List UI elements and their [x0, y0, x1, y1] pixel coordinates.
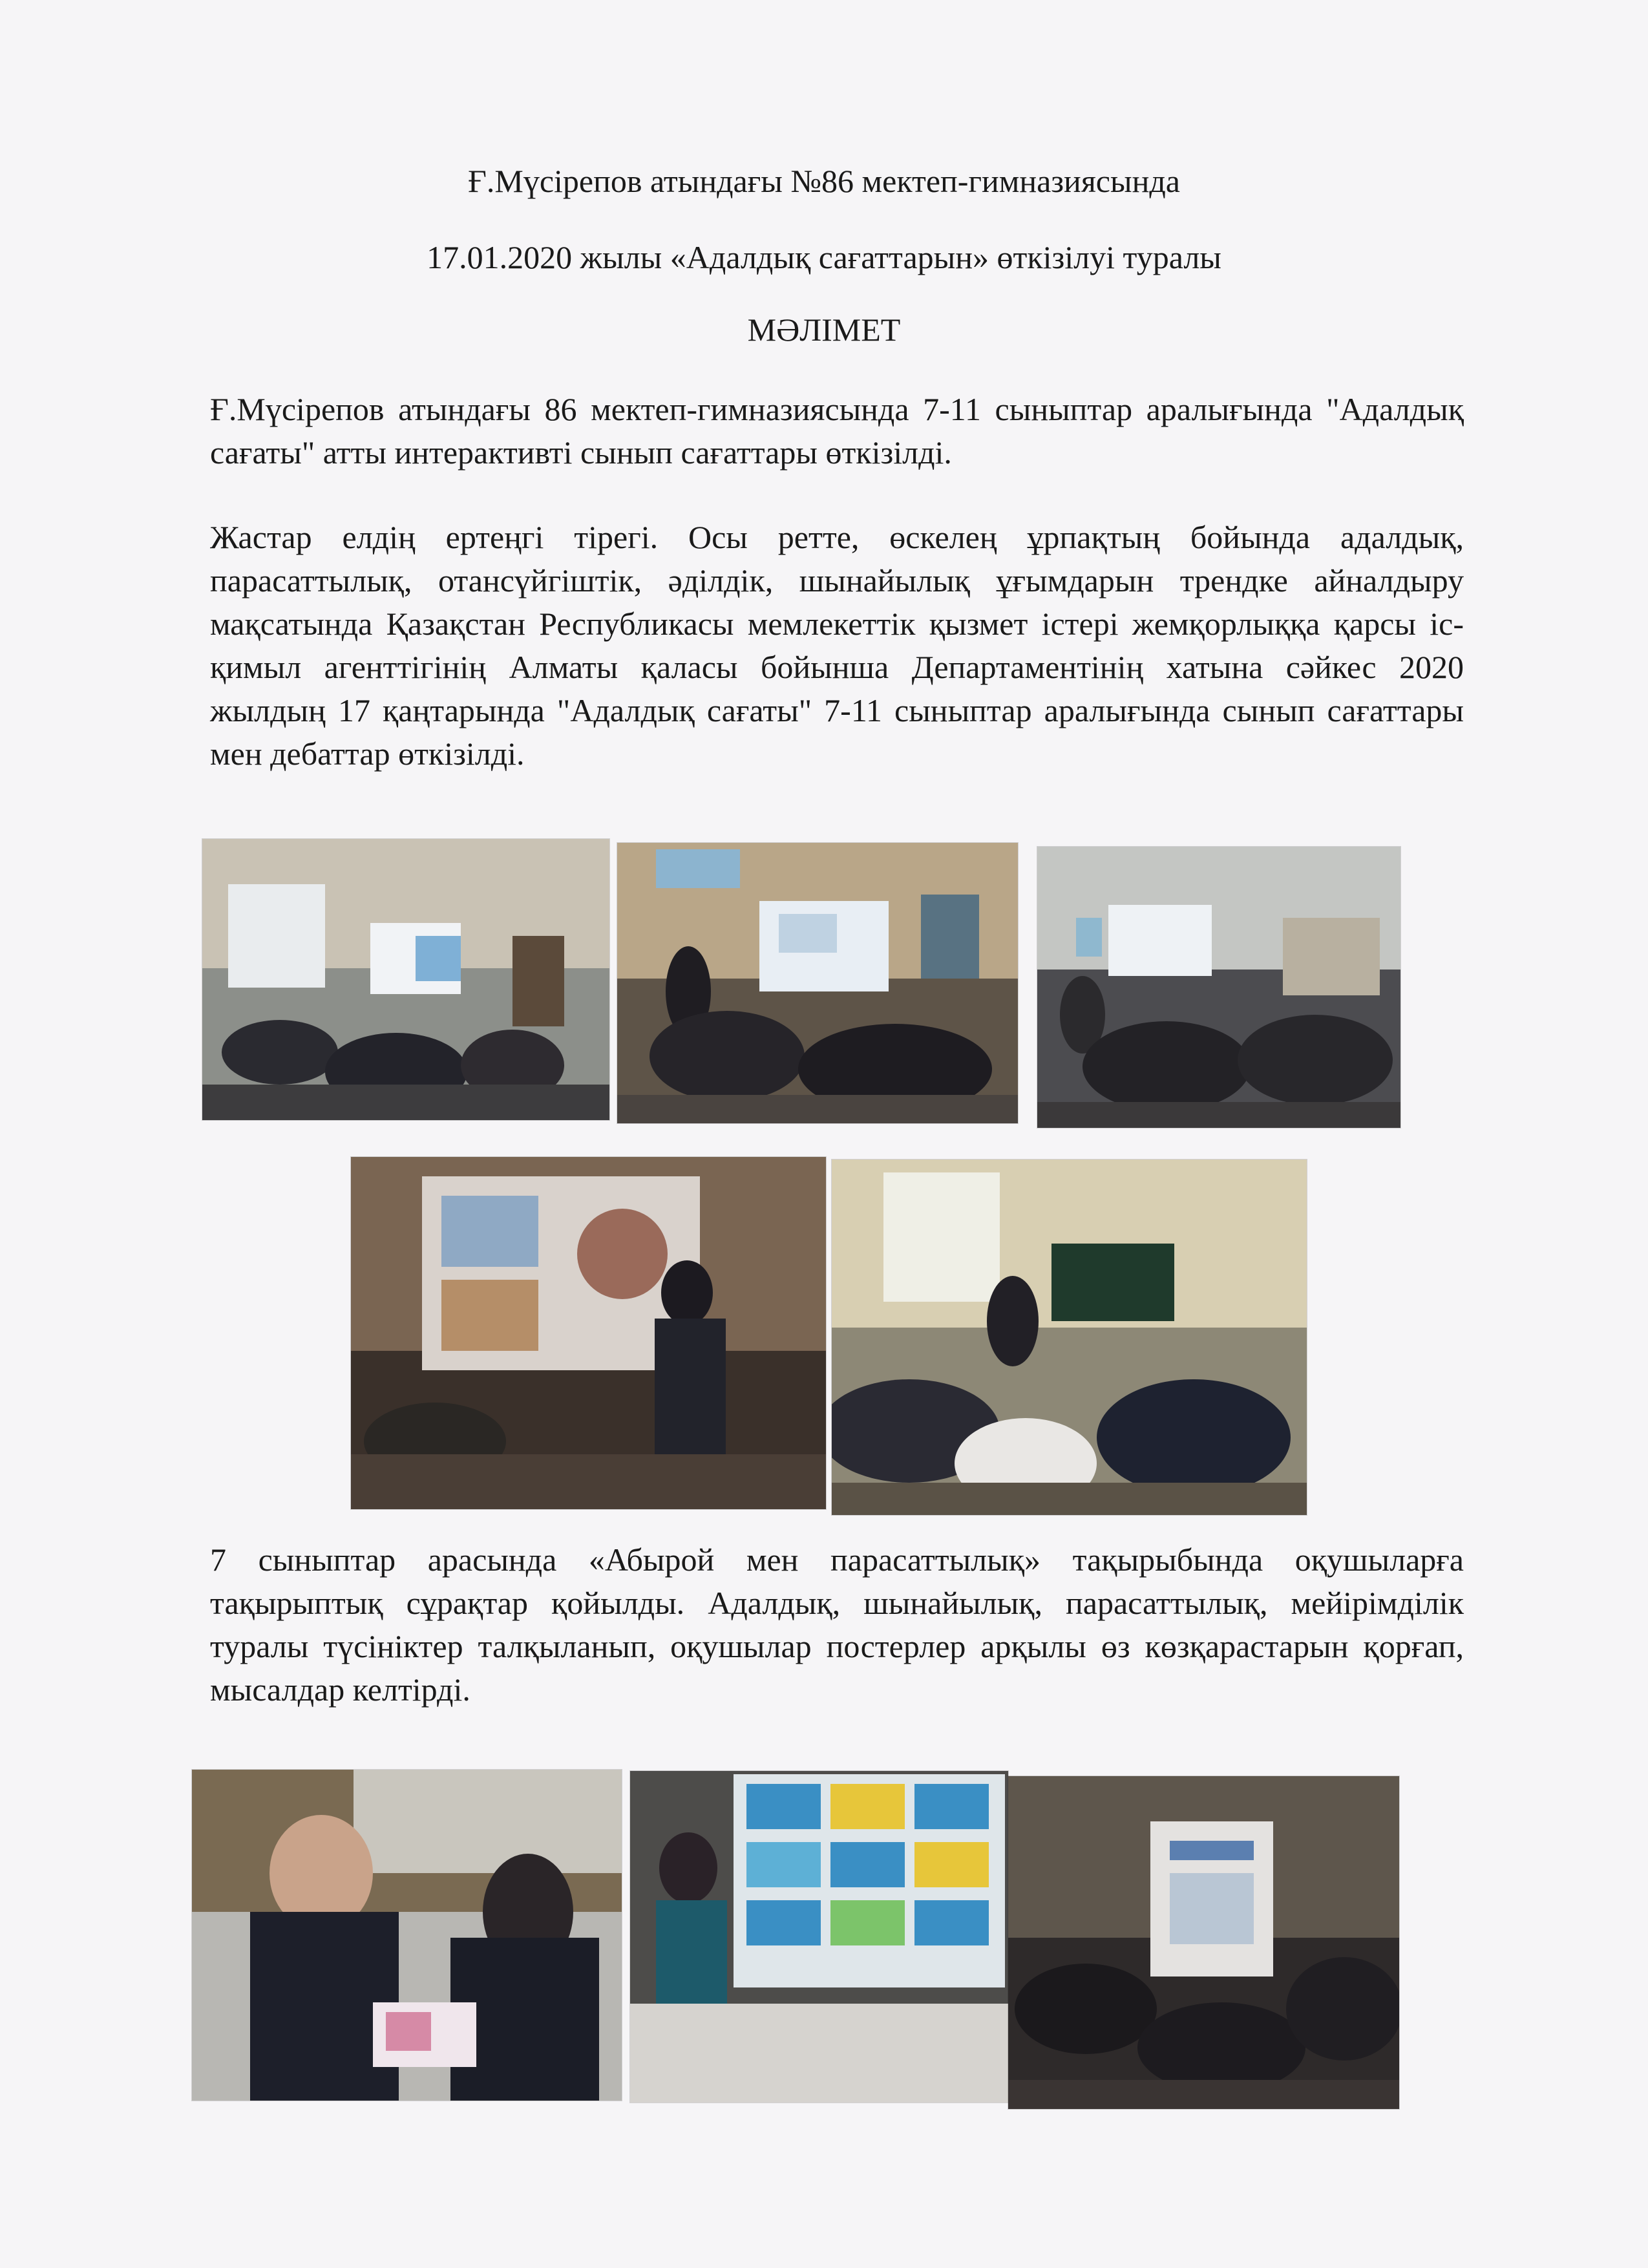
classroom-projector-photo — [202, 839, 609, 1120]
classroom-presentation-photo — [617, 843, 1018, 1123]
students-with-poster-photo — [192, 1770, 622, 2101]
document-subtitle: 17.01.2020 жылы «Адалдық сағаттарын» өткізілуі туралы — [427, 239, 1221, 275]
teacher-with-class-photo — [832, 1160, 1307, 1515]
classroom-screen-photo — [1008, 1776, 1399, 2109]
teacher-at-whiteboard-photo — [630, 1771, 1008, 2103]
student-presenting-photo — [351, 1157, 826, 1509]
document-heading: МӘЛІМЕТ — [747, 312, 901, 348]
topic-paragraph: 7 сыныптар арасында «Абырой мен парасаттылық» тақырыбында оқушыларға тақырыптық сұрақтар қойылды. Адалдық, шынайылық, парасаттылық, мейірімділік туралы түсініктер талқыланып, оқушылар постерлер арқылы өз көзқарастарын қорғап, мысалдар келтірді. — [210, 1542, 1464, 1708]
context-paragraph: Жастар елдің ертеңгі тірегі. Осы ретте, өскелең ұрпақтың бойында адалдық, парасаттылық, отансүйгіштік, әділдік, шынайылық ұғымдарын трендке айналдыру мақсатында Қазақстан Республикасы мемлекеттік қызмет істері жемқорлыққа қарсы іс-қимыл агенттігінің Алматы қаласы бойынша Департаментінің хатына сәйкес 2020 жылдың 17 қаңтарында "Адалдық сағаты" 7-11 сыныптар аралығында сынып сағаттары мен дебаттар өткізілді. — [210, 519, 1464, 772]
intro-paragraph: Ғ.Мүсірепов атындағы 86 мектеп-гимназиясында 7-11 сыныптар аралығында "Адалдық сағаты" атты интерактивті сынып сағаттары өткізілді. — [210, 391, 1464, 471]
document-title: Ғ.Мүсірепов атындағы №86 мектеп-гимназиясында — [467, 163, 1180, 199]
classroom-students-photo — [1037, 847, 1400, 1128]
